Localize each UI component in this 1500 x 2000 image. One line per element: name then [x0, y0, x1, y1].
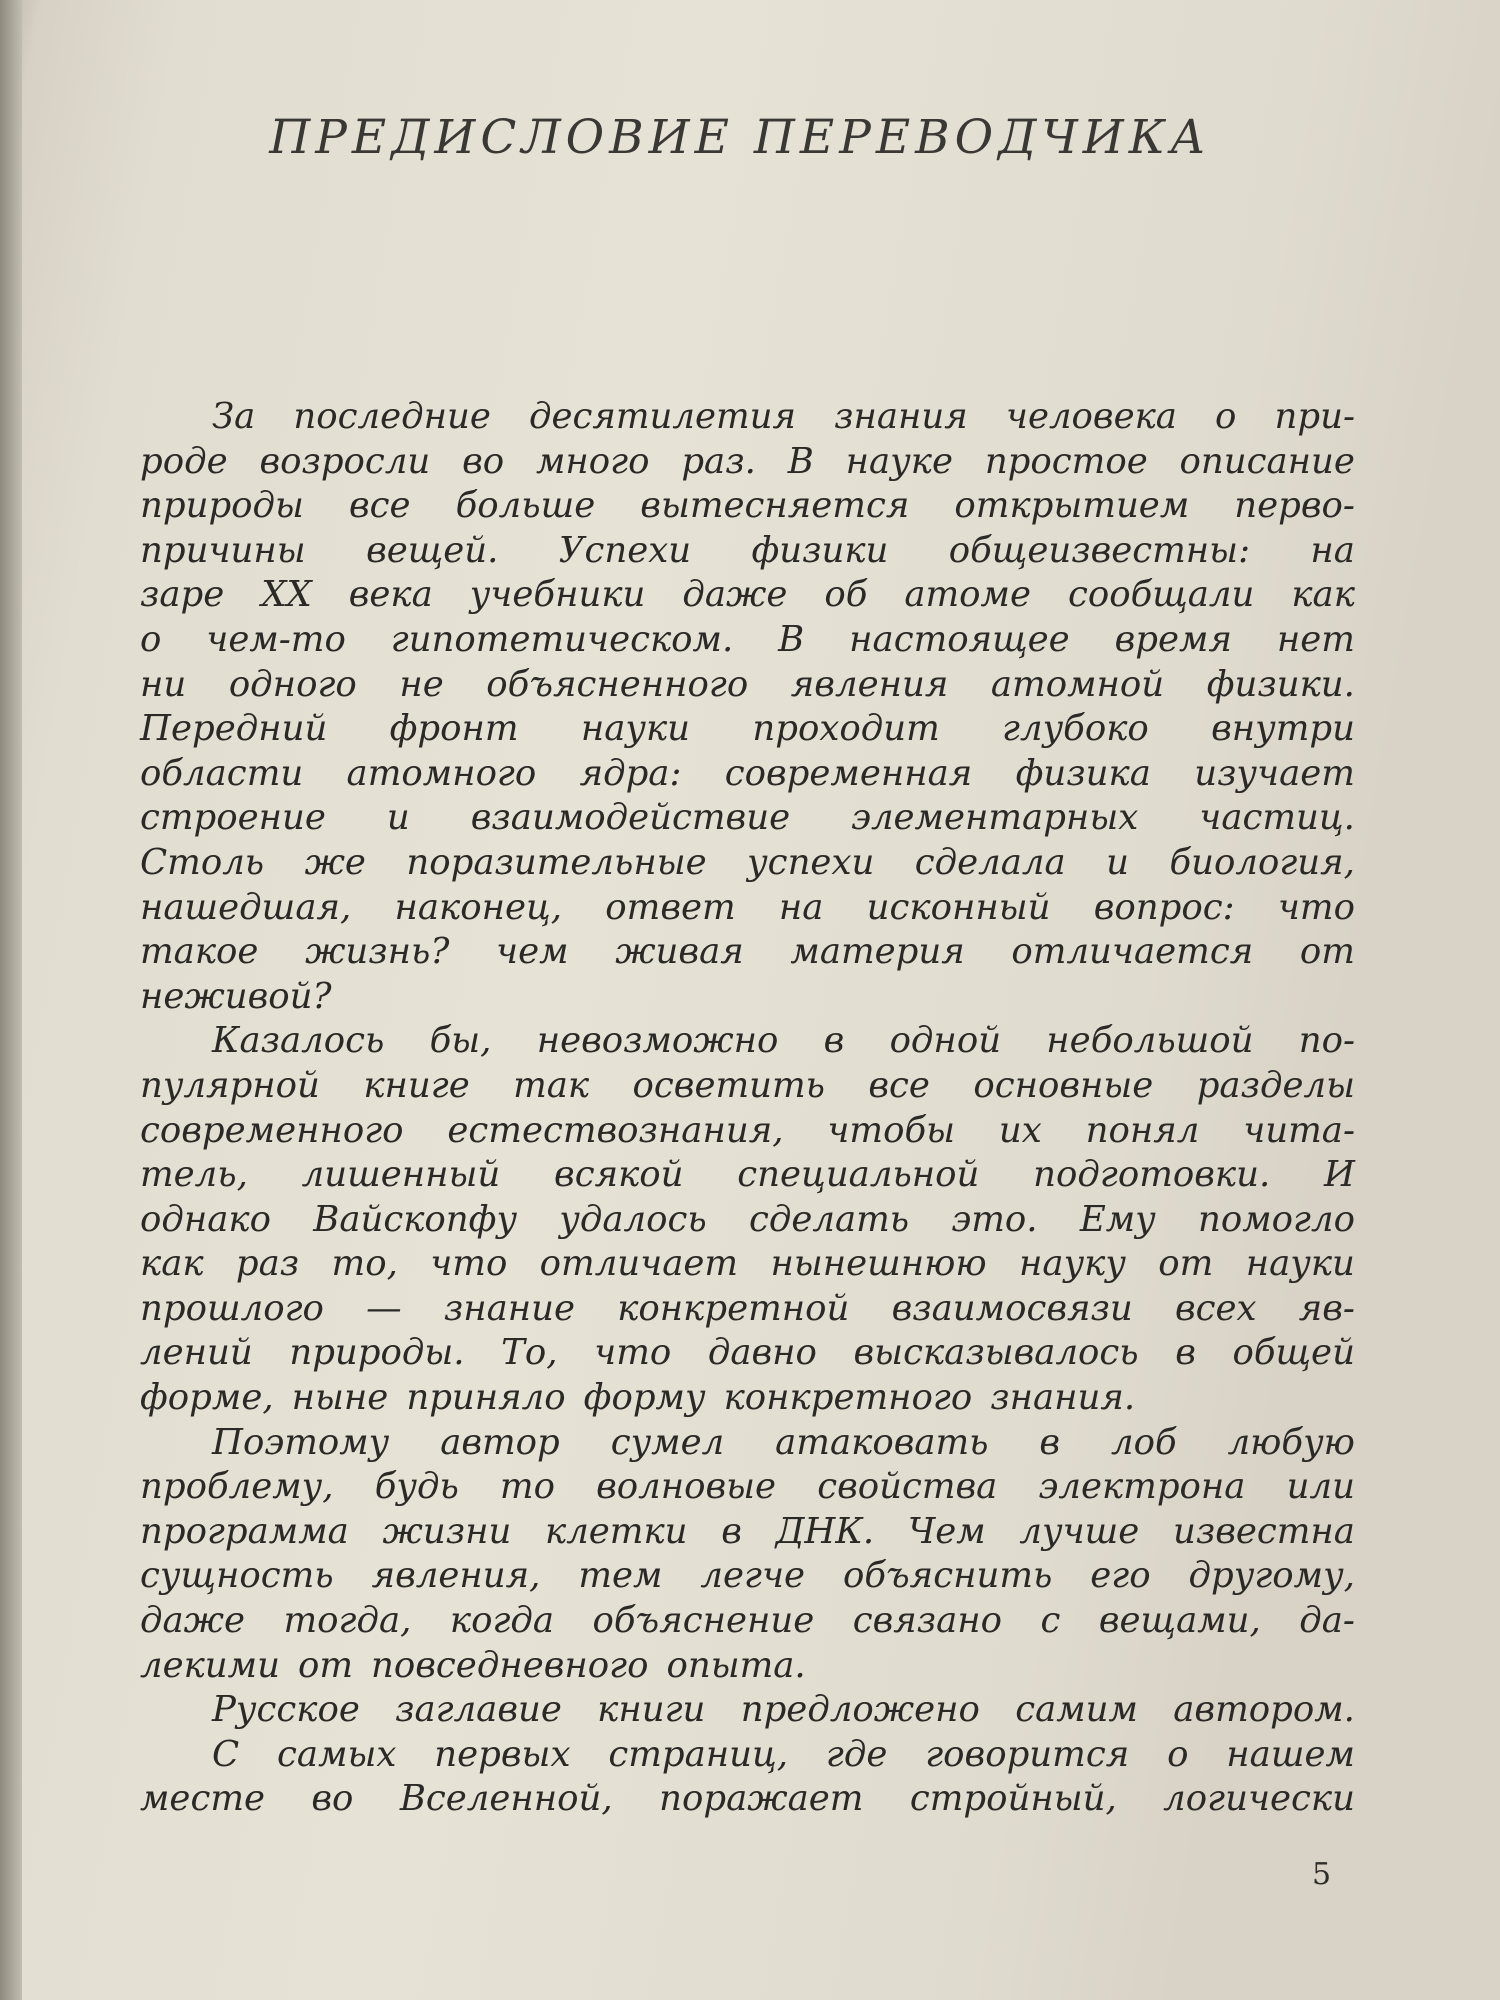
word: Вайскопфу	[313, 1198, 518, 1240]
word: науку	[1019, 1243, 1126, 1285]
text-line	[140, 1599, 1355, 1644]
word: чита-	[1243, 1109, 1355, 1151]
word: от	[1299, 931, 1355, 973]
word: книги	[597, 1689, 706, 1731]
word: все	[868, 1064, 930, 1106]
word: изучает	[1194, 752, 1355, 794]
word: основные	[973, 1064, 1154, 1106]
text-line	[140, 1421, 1355, 1466]
word: как	[140, 1243, 204, 1285]
word: Казалось	[212, 1020, 385, 1062]
word: общей	[1232, 1332, 1355, 1374]
word: внутри	[1211, 708, 1355, 750]
word: Вселенной,	[399, 1778, 613, 1820]
text-line	[140, 841, 1355, 886]
word: что	[1277, 886, 1355, 928]
word: Столь	[140, 841, 265, 883]
word: связано	[852, 1600, 1003, 1642]
word: же	[304, 841, 366, 883]
word: частиц.	[1199, 797, 1355, 839]
word: В	[787, 440, 814, 482]
word: да-	[1299, 1600, 1355, 1642]
word: это.	[951, 1198, 1038, 1240]
word: приняло	[406, 1377, 566, 1419]
word: науки	[1245, 1243, 1355, 1285]
word: и	[1106, 841, 1130, 883]
word: то,	[331, 1243, 398, 1285]
text-line	[140, 1510, 1355, 1555]
word: С	[212, 1733, 240, 1775]
word: материя	[790, 931, 965, 973]
body-text	[140, 395, 1355, 1822]
word: одного	[228, 663, 357, 705]
word: заглавие	[395, 1689, 562, 1731]
word: объясненного	[486, 663, 749, 705]
text-line	[140, 752, 1355, 797]
word: взаимодействие	[470, 797, 791, 839]
word: подготовки.	[1033, 1154, 1271, 1196]
text-line	[140, 573, 1355, 618]
word: описание	[1179, 440, 1355, 482]
word: всякой	[554, 1154, 684, 1196]
word: удалось	[559, 1198, 707, 1240]
word: лекими	[140, 1644, 280, 1686]
text-line	[140, 1198, 1355, 1243]
word: физики.	[1206, 663, 1355, 705]
word: высказывалось	[853, 1332, 1139, 1374]
word: атоме	[904, 574, 1031, 616]
word: давно	[707, 1332, 817, 1374]
word: другому,	[1188, 1555, 1355, 1597]
word: природы.	[289, 1332, 465, 1374]
word: проблему,	[140, 1466, 334, 1508]
word: сделать	[748, 1198, 910, 1240]
word: где	[825, 1733, 888, 1775]
word: взаимосвязи	[891, 1287, 1133, 1329]
word: повседневного	[371, 1644, 649, 1686]
word: во	[311, 1778, 354, 1820]
word: чтобы	[827, 1109, 956, 1151]
word: роде	[140, 440, 228, 482]
word: открытием	[954, 485, 1190, 527]
word: ныне	[291, 1377, 389, 1419]
text-line	[140, 1688, 1355, 1733]
text-line	[140, 618, 1355, 663]
word: учебники	[469, 574, 646, 616]
word: атомного	[346, 752, 537, 794]
word: книге	[363, 1064, 470, 1106]
word: пулярной	[140, 1064, 320, 1106]
word: во	[462, 440, 505, 482]
word: на	[1310, 529, 1355, 571]
word: клетки	[545, 1510, 688, 1552]
word: что	[594, 1332, 672, 1374]
word: вопрос:	[1093, 886, 1235, 928]
book-page	[140, 95, 1355, 1965]
word: волновые	[596, 1466, 777, 1508]
word: форме,	[140, 1377, 274, 1419]
word: науки	[580, 708, 691, 750]
word: И	[1324, 1154, 1355, 1196]
text-line	[140, 1554, 1355, 1599]
word: отличает	[539, 1243, 739, 1285]
word: время	[1114, 618, 1232, 660]
word: жизнь?	[305, 931, 450, 973]
word: и	[386, 797, 410, 839]
word: Передний	[140, 708, 328, 750]
word: За	[212, 396, 256, 437]
word: вещами,	[1098, 1600, 1261, 1642]
text-line	[140, 663, 1355, 708]
word: лишенный	[301, 1154, 501, 1196]
word: лучше	[1019, 1510, 1140, 1552]
text-line	[140, 1109, 1355, 1154]
text-line	[140, 930, 1355, 975]
word: поразительные	[406, 841, 707, 883]
word: тогда,	[283, 1600, 412, 1642]
word: последние	[293, 396, 491, 437]
word: сделала	[914, 841, 1066, 883]
text-line	[140, 1644, 1355, 1689]
word: предложено	[740, 1689, 980, 1731]
word: объяснить	[842, 1555, 1053, 1597]
word: самим	[1015, 1689, 1138, 1731]
word: причины	[140, 529, 306, 571]
word: конкретной	[617, 1287, 850, 1329]
word: сообщали	[1067, 574, 1255, 616]
word: невозможно	[536, 1020, 779, 1062]
word: живая	[615, 931, 744, 973]
text-line	[140, 1064, 1355, 1109]
word: раз.	[681, 440, 756, 482]
word: с	[1040, 1600, 1061, 1642]
word: фронт	[389, 708, 519, 750]
word: прошлого	[140, 1287, 324, 1329]
word: проходит	[752, 708, 940, 750]
word: известна	[1172, 1510, 1355, 1552]
word: чем-то	[206, 618, 346, 660]
word: естествознания,	[447, 1109, 784, 1151]
word: что	[430, 1243, 508, 1285]
word: сумел	[610, 1421, 725, 1463]
word: когда	[449, 1600, 555, 1642]
word: от	[1158, 1243, 1214, 1285]
word: исконный	[866, 886, 1051, 928]
word: человека	[1005, 396, 1177, 437]
word: в	[1175, 1332, 1196, 1374]
word: знания	[834, 396, 968, 437]
word: атаковать	[775, 1421, 989, 1463]
word: Поэтому	[212, 1421, 390, 1463]
word: об	[824, 574, 868, 616]
word: все	[349, 485, 411, 527]
word: вытесняется	[640, 485, 910, 527]
word: глубоко	[1002, 708, 1149, 750]
word: XX	[261, 574, 312, 616]
word: века	[348, 574, 433, 616]
word: физика	[1015, 752, 1151, 794]
word: даже	[682, 574, 788, 616]
word: будь	[374, 1466, 459, 1508]
word: логически	[1163, 1778, 1355, 1820]
word: больше	[455, 485, 596, 527]
word: элементарных	[851, 797, 1139, 839]
word: строение	[140, 797, 326, 839]
word: конкретного	[723, 1377, 973, 1419]
text-line	[140, 1376, 1355, 1421]
word: как	[1291, 574, 1355, 616]
text-line	[140, 1465, 1355, 1510]
word: десятилетия	[528, 396, 797, 437]
word: тель,	[140, 1154, 248, 1196]
word: одной	[889, 1020, 1002, 1062]
word: нынешнюю	[770, 1243, 987, 1285]
word: их	[998, 1109, 1042, 1151]
word: явления	[790, 663, 949, 705]
word: настоящее	[849, 618, 1070, 660]
word: месте	[140, 1778, 265, 1820]
word: первых	[434, 1733, 571, 1775]
word: электрона	[1038, 1466, 1246, 1508]
text-line	[140, 395, 1355, 440]
word: заре	[140, 574, 225, 616]
word: гипотетическом.	[390, 618, 734, 660]
text-line	[140, 440, 1355, 485]
word: природы	[140, 485, 304, 527]
word: небольшой	[1046, 1020, 1254, 1062]
word: в	[721, 1510, 742, 1552]
word: осветить	[632, 1064, 825, 1106]
word: явления,	[371, 1555, 541, 1597]
word: общеизвестны:	[948, 529, 1251, 571]
text-line	[140, 707, 1355, 752]
word: лений	[140, 1332, 253, 1374]
word: атомной	[990, 663, 1165, 705]
word: помогло	[1198, 1198, 1355, 1240]
word: страниц,	[608, 1733, 789, 1775]
word: современная	[724, 752, 973, 794]
text-line	[140, 529, 1355, 574]
word: при-	[1274, 396, 1355, 437]
word: знания.	[990, 1377, 1136, 1419]
word: чем	[496, 931, 569, 973]
word: раз	[235, 1243, 300, 1285]
word: о	[140, 618, 162, 660]
word: поражает	[659, 1778, 864, 1820]
word: такое	[140, 931, 259, 973]
page-title: ПРЕДИСЛОВИЕ ПЕРЕВОДЧИКА	[269, 110, 1211, 165]
word: или	[1286, 1466, 1355, 1508]
text-line	[140, 1287, 1355, 1332]
page-edge	[0, 0, 22, 2000]
word: любую	[1227, 1421, 1355, 1463]
word: нашедшая,	[140, 886, 352, 928]
word: неживой?	[140, 975, 332, 1017]
word: Русское	[212, 1689, 360, 1731]
word: То,	[501, 1332, 558, 1374]
word: нет	[1276, 618, 1355, 660]
word: разделы	[1196, 1064, 1355, 1106]
word: Чем	[907, 1510, 986, 1552]
word: знание	[443, 1287, 575, 1329]
word: форму	[583, 1377, 706, 1419]
word: понял	[1085, 1109, 1200, 1151]
word: то	[499, 1466, 555, 1508]
word: В	[778, 618, 805, 660]
word: программа	[140, 1510, 349, 1552]
word: биология,	[1169, 841, 1355, 883]
word: физики	[751, 529, 889, 571]
word: лоб	[1111, 1421, 1177, 1463]
word: в	[1039, 1421, 1061, 1463]
text-line	[140, 1733, 1355, 1778]
word: по-	[1298, 1020, 1355, 1062]
text-line	[140, 975, 1355, 1020]
text-line	[140, 1019, 1355, 1064]
text-line	[140, 484, 1355, 529]
word: Успехи	[558, 529, 692, 571]
word: сущность	[140, 1555, 334, 1597]
word: современного	[140, 1109, 404, 1151]
text-line	[140, 796, 1355, 841]
word: опыта.	[666, 1644, 806, 1686]
word: даже	[140, 1600, 246, 1642]
word: о	[1215, 396, 1237, 437]
word: ядра:	[579, 752, 682, 794]
word: жизни	[382, 1510, 512, 1552]
word: области	[140, 752, 304, 794]
word: автор	[440, 1421, 560, 1463]
word: в	[823, 1020, 845, 1062]
word: бы,	[429, 1020, 492, 1062]
word: яв-	[1298, 1287, 1355, 1329]
word: нашем	[1226, 1733, 1355, 1775]
word: наконец,	[394, 886, 563, 928]
word: всех	[1174, 1287, 1257, 1329]
word: возросли	[259, 440, 431, 482]
word: —	[366, 1287, 402, 1329]
word: самых	[277, 1733, 397, 1775]
word: простое	[984, 440, 1148, 482]
word: автором.	[1173, 1689, 1355, 1731]
text-line	[140, 1242, 1355, 1287]
word: его	[1090, 1555, 1151, 1597]
text-line	[140, 1777, 1355, 1822]
word: ни	[140, 663, 187, 705]
word: специальной	[737, 1154, 980, 1196]
page-number: 5	[1312, 1857, 1332, 1892]
word: свойства	[817, 1466, 998, 1508]
word: отличается	[1011, 931, 1254, 973]
word: ДНК.	[775, 1510, 875, 1552]
word: много	[535, 440, 650, 482]
text-line	[140, 886, 1355, 931]
text-line	[140, 1331, 1355, 1376]
text-line	[140, 1153, 1355, 1198]
word: науке	[845, 440, 953, 482]
word: объяснение	[592, 1600, 815, 1642]
word: однако	[140, 1198, 271, 1240]
word: перво-	[1234, 485, 1355, 527]
word: тем	[578, 1555, 663, 1597]
word: легче	[700, 1555, 806, 1597]
word: вещей.	[366, 529, 499, 571]
word: о	[1167, 1733, 1189, 1775]
word: успехи	[747, 841, 875, 883]
word: от	[297, 1644, 354, 1686]
word: стройный,	[909, 1778, 1117, 1820]
word: не	[399, 663, 444, 705]
word: ответ	[605, 886, 736, 928]
word: на	[778, 886, 824, 928]
word: так	[513, 1064, 590, 1106]
word: Ему	[1079, 1198, 1156, 1240]
word: говорится	[925, 1733, 1130, 1775]
